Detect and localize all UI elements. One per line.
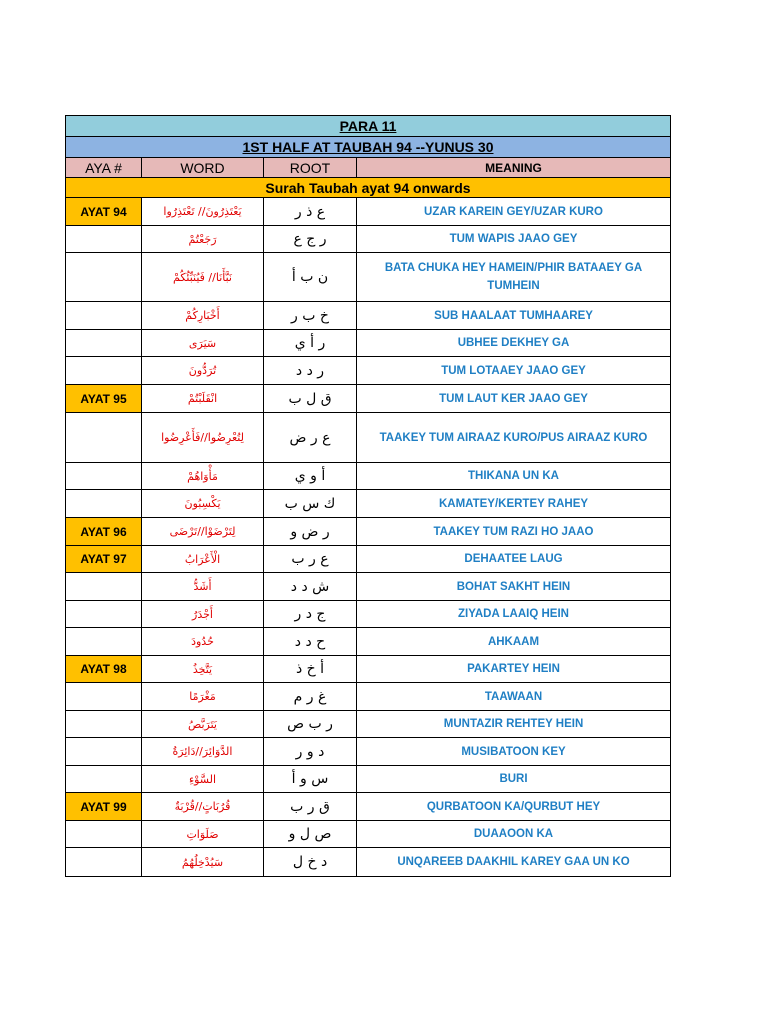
aya-cell — [66, 711, 142, 738]
word-cell: يَكْسِبُونَ — [142, 490, 264, 518]
word-cell: الدَّوَائِرَ//دَائِرَةُ — [142, 738, 264, 766]
word-cell: رَجَعْتُمْ — [142, 226, 264, 253]
vocabulary-table — [65, 115, 671, 877]
meaning-cell: UZAR KAREIN GEY/UZAR KURO — [357, 198, 671, 226]
meaning-cell: ZIYADA LAAIQ HEIN — [357, 601, 671, 628]
table-row — [66, 848, 671, 877]
section-heading: Surah Taubah ayat 94 onwards — [66, 178, 671, 198]
aya-cell — [66, 628, 142, 656]
word-cell: قُرُبَاتٍ//قُرْبَةٌ — [142, 793, 264, 821]
header-aya: AYA # — [66, 158, 142, 178]
word-cell: حُدُودَ — [142, 628, 264, 656]
word-cell: سَيَرَى — [142, 330, 264, 357]
table-row — [66, 821, 671, 848]
word-cell: الْأَعْرَابُ — [142, 546, 264, 573]
aya-cell — [66, 413, 142, 463]
table-row — [66, 490, 671, 518]
table-row — [66, 413, 671, 463]
aya-cell: AYAT 94 — [66, 198, 142, 226]
meaning-cell: TAAKEY TUM AIRAAZ KURO/PUS AIRAAZ KURO — [357, 413, 671, 463]
table-row — [66, 385, 671, 413]
root-cell: خ ب ر — [264, 302, 357, 330]
meaning-cell: UBHEE DEKHEY GA — [357, 330, 671, 357]
aya-cell — [66, 357, 142, 385]
root-cell: غ ر م — [264, 683, 357, 711]
aya-cell — [66, 490, 142, 518]
header-word: WORD — [142, 158, 264, 178]
table-row — [66, 518, 671, 546]
meaning-cell: UNQAREEB DAAKHIL KAREY GAA UN KO — [357, 848, 671, 877]
page-title: PARA 11 — [66, 116, 671, 137]
aya-cell — [66, 330, 142, 357]
aya-cell — [66, 302, 142, 330]
root-cell: ك س ب — [264, 490, 357, 518]
aya-cell: AYAT 99 — [66, 793, 142, 821]
word-cell: مَغْرَمًا — [142, 683, 264, 711]
root-cell: ق ر ب — [264, 793, 357, 821]
table-row — [66, 656, 671, 683]
aya-cell — [66, 848, 142, 877]
aya-cell — [66, 573, 142, 601]
root-cell: ش د د — [264, 573, 357, 601]
root-cell: ص ل و — [264, 821, 357, 848]
root-cell: ع ر ض — [264, 413, 357, 463]
root-cell: ح د د — [264, 628, 357, 656]
table-row — [66, 302, 671, 330]
table-row — [66, 628, 671, 656]
meaning-cell: KAMATEY/KERTEY RAHEY — [357, 490, 671, 518]
word-cell: انْقَلَبْتُمْ — [142, 385, 264, 413]
root-cell: ر ب ص — [264, 711, 357, 738]
word-cell: لِتَرْضَوْا//تَرْضَى — [142, 518, 264, 546]
aya-cell — [66, 226, 142, 253]
table-row — [66, 463, 671, 490]
word-cell: صَلَوَاتِ — [142, 821, 264, 848]
meaning-cell: MUNTAZIR REHTEY HEIN — [357, 711, 671, 738]
table-row — [66, 198, 671, 226]
meaning-cell: QURBATOON KA/QURBUT HEY — [357, 793, 671, 821]
table-row — [66, 357, 671, 385]
meaning-cell: DUAAOON KA — [357, 821, 671, 848]
aya-cell — [66, 601, 142, 628]
meaning-cell: AHKAAM — [357, 628, 671, 656]
table-row — [66, 546, 671, 573]
word-cell: نَبَّأَنَا// فَيُنَبِّئُكُمْ — [142, 253, 264, 302]
page-subtitle: 1ST HALF AT TAUBAH 94 --YUNUS 30 — [66, 137, 671, 158]
root-cell: د خ ل — [264, 848, 357, 877]
word-cell: لِتُعْرِضُوا//فَأَعْرِضُوا — [142, 413, 264, 463]
table-row — [66, 226, 671, 253]
table-row — [66, 738, 671, 766]
aya-cell — [66, 463, 142, 490]
root-cell: ر ض و — [264, 518, 357, 546]
root-cell: ر د د — [264, 357, 357, 385]
section-row — [66, 178, 671, 198]
header-meaning: MEANING — [357, 158, 671, 178]
meaning-cell: TAAWAAN — [357, 683, 671, 711]
aya-cell — [66, 766, 142, 793]
root-cell: ع ذ ر — [264, 198, 357, 226]
root-cell: ر ج ع — [264, 226, 357, 253]
table-row — [66, 601, 671, 628]
meaning-cell: PAKARTEY HEIN — [357, 656, 671, 683]
meaning-cell: BOHAT SAKHT HEIN — [357, 573, 671, 601]
table-row — [66, 683, 671, 711]
meaning-cell: BATA CHUKA HEY HAMEIN/PHIR BATAAEY GA TUMHEIN — [357, 253, 671, 302]
header-root: ROOT — [264, 158, 357, 178]
word-cell: تُرَدُّونَ — [142, 357, 264, 385]
aya-cell — [66, 253, 142, 302]
aya-cell — [66, 683, 142, 711]
word-cell: أَشَدُّ — [142, 573, 264, 601]
meaning-cell: MUSIBATOON KEY — [357, 738, 671, 766]
word-cell: مَأْوَاهُمْ — [142, 463, 264, 490]
root-cell: ق ل ب — [264, 385, 357, 413]
aya-cell — [66, 821, 142, 848]
word-cell: أَجْدَرُ — [142, 601, 264, 628]
table-row — [66, 253, 671, 302]
word-cell: يَعْتَذِرُونَ// تَعْتَذِرُوا — [142, 198, 264, 226]
word-cell: يَتَرَبَّصُ — [142, 711, 264, 738]
root-cell: د و ر — [264, 738, 357, 766]
meaning-cell: TAAKEY TUM RAZI HO JAAO — [357, 518, 671, 546]
word-cell: السَّوْءِ — [142, 766, 264, 793]
meaning-cell: DEHAATEE LAUG — [357, 546, 671, 573]
table-row — [66, 330, 671, 357]
root-cell: ر أ ي — [264, 330, 357, 357]
root-cell: س و أ — [264, 766, 357, 793]
table-row — [66, 793, 671, 821]
root-cell: ع ر ب — [264, 546, 357, 573]
aya-cell — [66, 738, 142, 766]
table-body — [66, 198, 671, 877]
root-cell: أ خ ذ — [264, 656, 357, 683]
root-cell: أ و ي — [264, 463, 357, 490]
aya-cell: AYAT 95 — [66, 385, 142, 413]
meaning-cell: SUB HAALAAT TUMHAAREY — [357, 302, 671, 330]
aya-cell: AYAT 96 — [66, 518, 142, 546]
table-row — [66, 573, 671, 601]
table-row — [66, 711, 671, 738]
meaning-cell: TUM LAUT KER JAAO GEY — [357, 385, 671, 413]
root-cell: ن ب أ — [264, 253, 357, 302]
subtitle-row — [66, 137, 671, 158]
column-header-row — [66, 158, 671, 178]
meaning-cell: TUM WAPIS JAAO GEY — [357, 226, 671, 253]
word-cell: أَخْبَارِكُمْ — [142, 302, 264, 330]
word-cell: سَيُدْخِلُهُمُ — [142, 848, 264, 877]
table-row — [66, 766, 671, 793]
meaning-cell: THIKANA UN KA — [357, 463, 671, 490]
meaning-cell: BURI — [357, 766, 671, 793]
root-cell: ج د ر — [264, 601, 357, 628]
meaning-cell: TUM LOTAAEY JAAO GEY — [357, 357, 671, 385]
aya-cell: AYAT 97 — [66, 546, 142, 573]
aya-cell: AYAT 98 — [66, 656, 142, 683]
word-cell: يَتَّخِذُ — [142, 656, 264, 683]
title-row — [66, 116, 671, 137]
